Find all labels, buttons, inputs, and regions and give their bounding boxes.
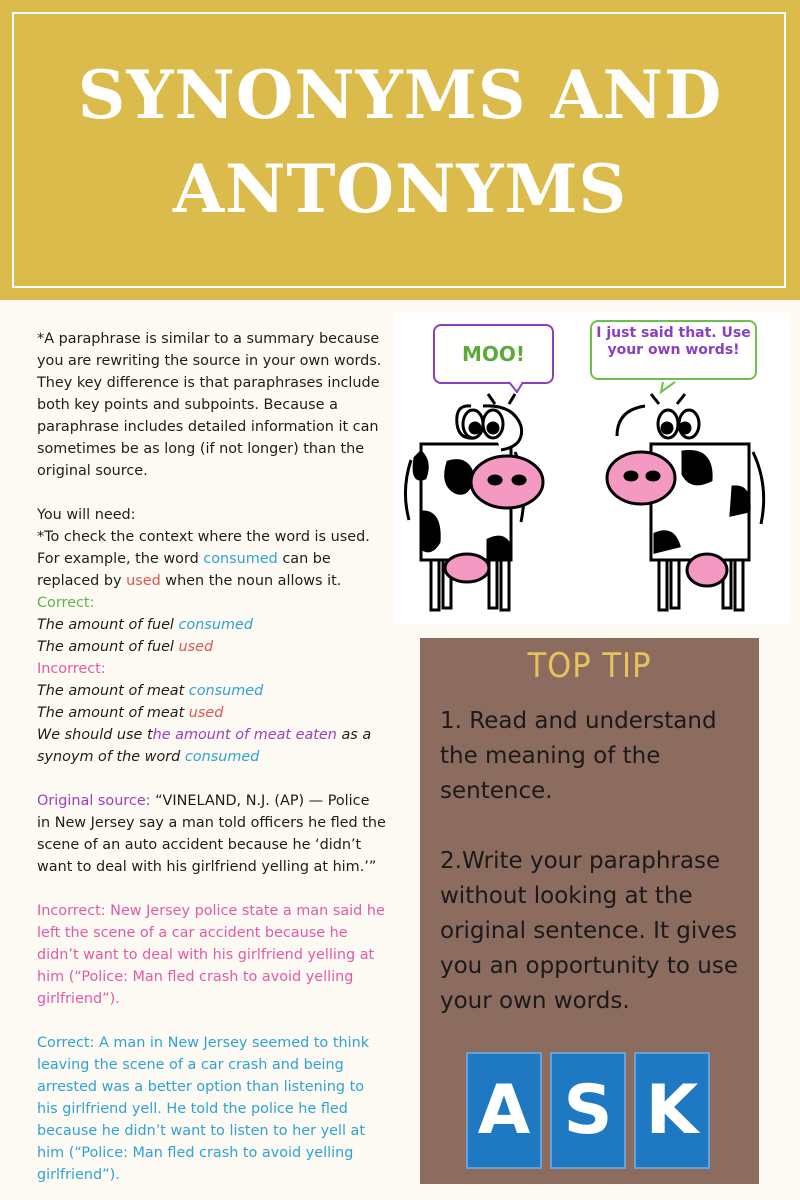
example-meat-used: The amount of meat used xyxy=(37,705,224,721)
ask-letter-a: A xyxy=(466,1052,542,1169)
context-instruction: *To check the context where the word is used. For example, the word consumed can be replaced by used when the noun allows it. xyxy=(37,529,370,589)
header-banner xyxy=(0,0,800,300)
right-cow-icon xyxy=(607,394,764,610)
example-fuel-used: The amount of fuel used xyxy=(37,639,214,655)
incorrect-paraphrase: Incorrect: New Jersey police state a man said he left the scene of a car accident because he didn’t want to deal with his girlfriend yelling at him (“Police: Man fled crash to avoid yelling girlfriend”). xyxy=(37,903,385,1007)
cows-illustration xyxy=(393,312,790,624)
example-meat-consumed: The amount of meat consumed xyxy=(37,683,264,699)
cow-left-speech-bubble: MOO! xyxy=(433,324,554,384)
incorrect-label: Incorrect: xyxy=(37,661,106,677)
tip-item: 2.Write your paraphrase without looking at the original sentence. It gives you an opportunity to use your own words. xyxy=(440,848,738,1014)
ask-letter-s: S xyxy=(550,1052,626,1169)
example-fuel-consumed: The amount of fuel consumed xyxy=(37,617,253,633)
original-source: Original source: “VINELAND, N.J. (AP) — Police in New Jersey say a man told officers he fled the scene of an auto accident because he ‘didn’t want to deal with his girlfriend yelling at him.’” xyxy=(37,793,386,875)
need-label: You will need: xyxy=(37,507,136,523)
synonym-suggestion: We should use the amount of meat eaten as a synoym of the word consumed xyxy=(37,727,372,765)
cow-right-speech-bubble: I just said that. Use your own words! xyxy=(590,320,757,380)
ask-letter-k: K xyxy=(634,1052,710,1169)
left-cow-icon xyxy=(405,394,543,610)
top-tip-panel xyxy=(420,638,759,1184)
intro-paragraph: *A paraphrase is similar to a summary because you are rewriting the source in your own words. They key difference is that paraphrases include both key points and subpoints. Because a paraphrase includes detailed information it can sometimes be as long (if not longer) than the original source. xyxy=(37,331,382,479)
tip-list xyxy=(440,704,745,1019)
correct-label: Correct: xyxy=(37,595,95,611)
page-title: SYNONYMS AND ANTONYMS xyxy=(77,56,723,228)
paraphrase-explanation xyxy=(37,328,387,1186)
top-tip-title: TOP TIP xyxy=(527,646,652,686)
cows-drawing xyxy=(393,312,790,624)
correct-paraphrase: Correct: A man in New Jersey seemed to think leaving the scene of a car crash and being arrested was a better option than listening to his girlfriend yell. He told the police he fled because he didn’t want to listen to her yell at him (“Police: Man fled crash to avoid yelling girlfriend”). xyxy=(37,1035,370,1183)
tip-item: 1. Read and understand the meaning of the sentence. xyxy=(440,708,717,804)
